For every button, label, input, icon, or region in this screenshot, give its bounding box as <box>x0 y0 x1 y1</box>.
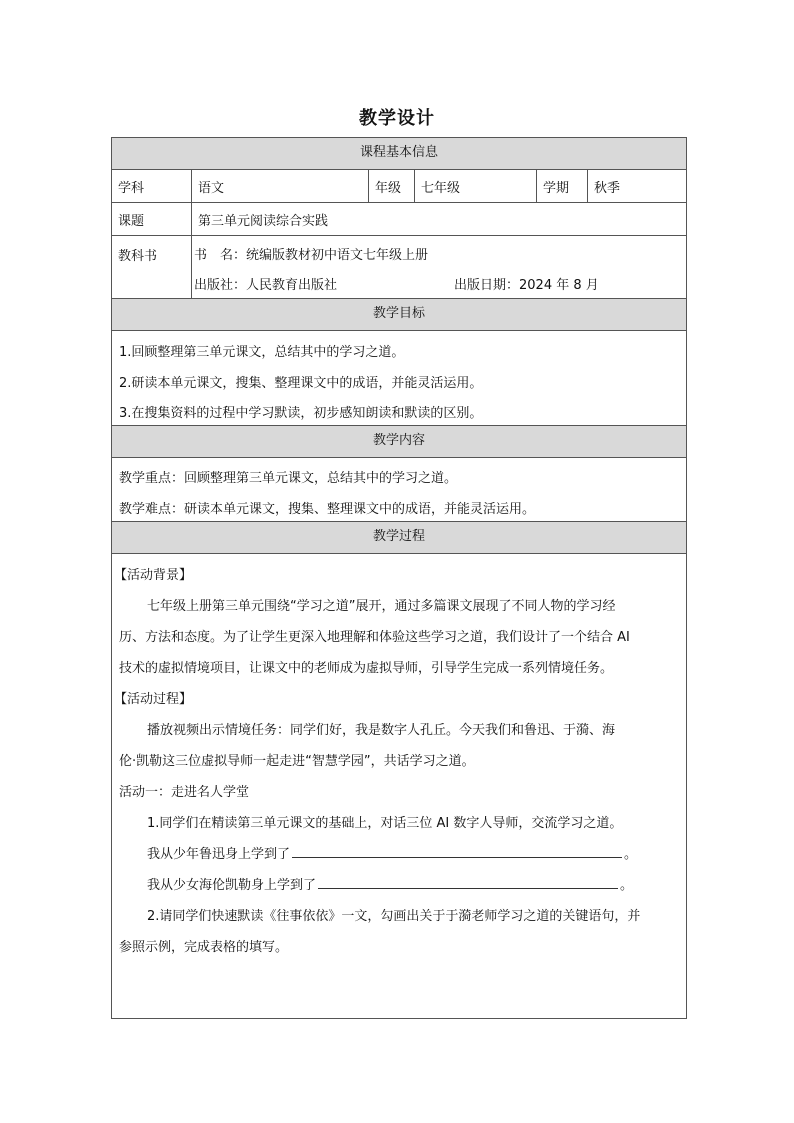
textbook-label: 教科书 <box>118 249 158 264</box>
topic-value: 第三单元阅读综合实践 <box>191 203 686 235</box>
publisher: 出版社：人民教育出版社 <box>194 278 338 293</box>
grade-value: 七年级 <box>414 170 536 202</box>
document-title: 教学设计 <box>359 108 435 129</box>
goal-item: 2.研读本单元课文，搜集、整理课文中的成语，并能灵活运用。 <box>119 376 483 391</box>
info-row-textbook <box>112 236 686 299</box>
term-value: 秋季 <box>587 170 686 202</box>
difficulty-point: 教学难点：研读本单元课文，搜集、整理课文中的成语，并能灵活运用。 <box>119 502 536 517</box>
process-heading: 【活动过程】 <box>114 692 193 707</box>
topic-label: 课题 <box>118 213 145 229</box>
answer-blank[interactable] <box>292 845 622 858</box>
grade-label: 年级 <box>368 170 414 202</box>
fill-prefix: 我从少女海伦凯勒身上学到了 <box>147 878 317 893</box>
subject-label: 学科 <box>118 180 145 196</box>
content-block <box>112 458 686 522</box>
process-paragraph-line: 播放视频出示情境任务：同学们好，我是数字人孔丘。今天我们和鲁迅、于漪、海 <box>147 723 616 738</box>
fill-suffix: 。 <box>624 847 638 862</box>
process-paragraph-line: 伦·凯勒这三位虚拟导师一起走进“智慧学园”，共话学习之道。 <box>119 754 475 769</box>
term-label: 学期 <box>536 170 587 202</box>
answer-blank[interactable] <box>318 876 618 889</box>
subject-value: 语文 <box>191 170 368 202</box>
fill-suffix: 。 <box>620 878 634 893</box>
lesson-plan-table <box>111 137 687 1019</box>
background-heading: 【活动背景】 <box>114 568 193 583</box>
info-row-topic <box>112 203 686 236</box>
info-row-subject <box>112 170 686 203</box>
background-paragraph-line: 七年级上册第三单元围绕“学习之道”展开，通过多篇课文展现了不同人物的学习经 <box>147 599 616 614</box>
fill-in-line-helen <box>147 874 633 893</box>
task-two-line: 参照示例，完成表格的填写。 <box>119 940 289 955</box>
goal-item: 1.回顾整理第三单元课文，总结其中的学习之道。 <box>119 345 405 360</box>
section-header-goals: 教学目标 <box>112 299 686 331</box>
fill-prefix: 我从少年鲁迅身上学到了 <box>147 847 291 862</box>
section-header-process: 教学过程 <box>112 522 686 554</box>
activity-one-title: 活动一：走进名人学堂 <box>119 785 250 800</box>
publish-date: 出版日期：2024 年 8 月 <box>454 278 599 293</box>
task-one: 1.同学们在精读第三单元课文的基础上，对话三位 AI 数字人导师，交流学习之道。 <box>147 816 623 831</box>
textbook-details <box>191 236 686 298</box>
key-point: 教学重点：回顾整理第三单元课文，总结其中的学习之道。 <box>119 471 458 486</box>
section-header-basic-info: 课程基本信息 <box>112 138 686 170</box>
section-header-content: 教学内容 <box>112 426 686 458</box>
process-block <box>112 554 686 1018</box>
goals-block <box>112 331 686 426</box>
background-paragraph-line: 历、方法和态度。为了让学生更深入地理解和体验这些学习之道，我们设计了一个结合 AI <box>119 630 630 645</box>
task-two-line: 2.请同学们快速默读《往事依依》一文，勾画出关于于漪老师学习之道的关键语句，并 <box>147 909 641 924</box>
background-paragraph-line: 技术的虚拟情境项目，让课文中的老师成为虚拟导师，引导学生完成一系列情境任务。 <box>119 661 614 676</box>
book-name: 书 名：统编版教材初中语文七年级上册 <box>194 248 429 263</box>
goal-item: 3.在搜集资料的过程中学习默读，初步感知朗读和默读的区别。 <box>119 406 483 421</box>
fill-in-line-luxun <box>147 843 637 862</box>
